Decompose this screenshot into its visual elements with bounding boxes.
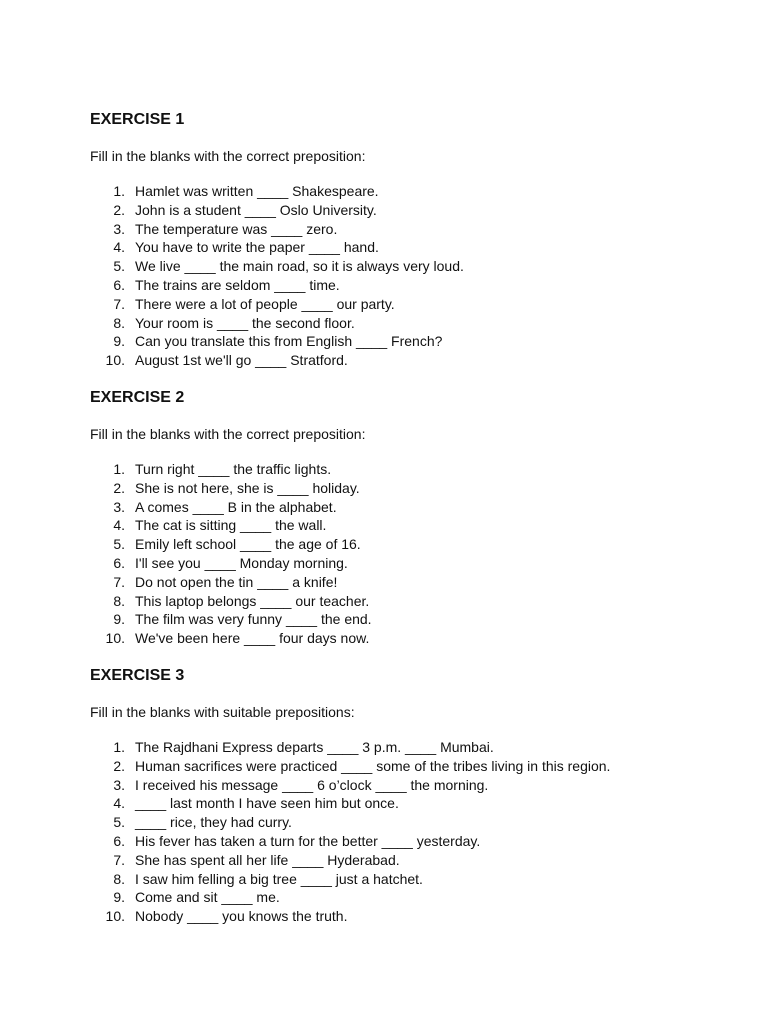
item-number: 9.: [113, 889, 125, 906]
item-text: There were a lot of people ____ our party.: [135, 295, 395, 312]
item-number: 4.: [113, 795, 125, 812]
item-text: The cat is sitting ____ the wall.: [135, 517, 327, 534]
item-text: ____ rice, they had curry.: [135, 814, 292, 831]
item-text: Human sacrifices were practiced ____ some of the tribes living in this region.: [135, 757, 611, 774]
item-number: 9.: [113, 611, 125, 628]
exercise-title: EXERCISE 2: [90, 389, 185, 406]
exercise-instruction: Fill in the blanks with the correct preposition:: [90, 148, 366, 164]
item-number: 10.: [105, 352, 125, 369]
item-number: 6.: [113, 832, 125, 849]
item-text: She is not here, she is ____ holiday.: [135, 479, 360, 496]
item-text: Nobody ____ you knows the truth.: [135, 908, 348, 925]
item-text: She has spent all her life ____ Hyderabad.: [135, 851, 400, 868]
exercise-title: EXERCISE 1: [90, 111, 185, 128]
item-text: Turn right ____ the traffic lights.: [135, 461, 332, 477]
item-text: The film was very funny ____ the end.: [135, 611, 372, 628]
item-text: Hamlet was written ____ Shakespeare.: [135, 183, 379, 199]
item-number: 8.: [113, 870, 125, 887]
exercise-instruction: Fill in the blanks with suitable prepositions:: [90, 704, 355, 720]
item-text: Do not open the tin ____ a knife!: [135, 573, 338, 590]
item-number: 7.: [113, 573, 125, 590]
exercise-title: EXERCISE 3: [90, 667, 185, 684]
item-number: 1.: [113, 461, 125, 477]
item-number: 2.: [113, 757, 125, 774]
item-number: 5.: [113, 814, 125, 831]
item-number: 3.: [113, 498, 125, 515]
exercise-instruction: Fill in the blanks with the correct preposition:: [90, 426, 366, 442]
item-number: 1.: [113, 739, 125, 755]
item-text: Your room is ____ the second floor.: [135, 314, 355, 331]
item-number: 5.: [113, 258, 125, 275]
item-text: You have to write the paper ____ hand.: [135, 239, 379, 256]
item-text: The Rajdhani Express departs ____ 3 p.m. ____ Mumbai.: [135, 739, 494, 755]
item-number: 3.: [113, 220, 125, 237]
item-number: 5.: [113, 536, 125, 553]
item-text: The trains are seldom ____ time.: [135, 276, 340, 293]
item-number: 1.: [113, 183, 125, 199]
item-text: His fever has taken a turn for the better ____ yesterday.: [135, 832, 481, 849]
item-number: 8.: [113, 592, 125, 609]
item-text: I saw him felling a big tree ____ just a hatchet.: [135, 870, 423, 887]
item-text: The temperature was ____ zero.: [135, 220, 338, 237]
item-text: Can you translate this from English ____ French?: [135, 333, 443, 350]
item-number: 6.: [113, 554, 125, 571]
item-number: 10.: [105, 630, 125, 647]
item-text: We live ____ the main road, so it is always very loud.: [135, 258, 464, 275]
item-text: Emily left school ____ the age of 16.: [135, 536, 361, 553]
item-text: I received his message ____ 6 o’clock ____ the morning.: [135, 776, 489, 793]
item-text: This laptop belongs ____ our teacher.: [135, 592, 370, 609]
item-number: 7.: [113, 851, 125, 868]
item-text: ____ last month I have seen him but once.: [135, 795, 399, 812]
item-text: A comes ____ B in the alphabet.: [135, 498, 337, 515]
item-number: 9.: [113, 333, 125, 350]
item-number: 2.: [113, 479, 125, 496]
item-text: Come and sit ____ me.: [135, 889, 280, 906]
item-number: 4.: [113, 517, 125, 534]
item-text: John is a student ____ Oslo University.: [135, 201, 377, 218]
item-number: 2.: [113, 201, 125, 218]
item-number: 7.: [113, 295, 125, 312]
item-number: 3.: [113, 776, 125, 793]
item-number: 8.: [113, 314, 125, 331]
item-text: We've been here ____ four days now.: [135, 630, 370, 647]
item-number: 10.: [105, 908, 125, 925]
item-number: 6.: [113, 276, 125, 293]
item-text: I'll see you ____ Monday morning.: [135, 554, 348, 571]
item-number: 4.: [113, 239, 125, 256]
item-text: August 1st we'll go ____ Stratford.: [135, 352, 348, 369]
